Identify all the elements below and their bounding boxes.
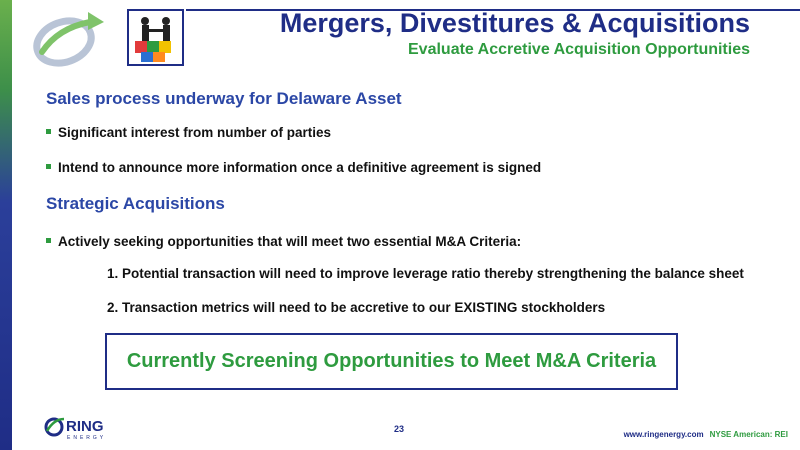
- bullet-text: Intend to announce more information once a definitive agreement is signed: [58, 160, 542, 175]
- bullet-text: Significant interest from number of parties: [58, 125, 332, 140]
- footer-info: [624, 430, 788, 439]
- footer-logo-sub: ENERGY: [67, 435, 107, 441]
- page-subtitle: Evaluate Accretive Acquisition Opportunities: [408, 41, 750, 58]
- section-heading-delaware: Sales process underway for Delaware Asset: [46, 89, 402, 108]
- section-heading-strategic: Strategic Acquisitions: [46, 194, 225, 213]
- ring-swoosh-logo-icon: [28, 8, 112, 70]
- website-link[interactable]: www.ringenergy.com: [623, 430, 704, 439]
- page-number: 23: [394, 424, 405, 434]
- ring-energy-footer-logo: [44, 415, 124, 441]
- stock-ticker: NYSE American: REI: [709, 430, 788, 439]
- callout-box: [105, 333, 678, 390]
- footer-logo-word: RING: [66, 418, 104, 435]
- handshake-puzzle-image: [127, 9, 184, 66]
- bullet-item: [46, 234, 521, 249]
- bullet-text: Actively seeking opportunities that will meet two essential M&A Criteria:: [58, 234, 522, 249]
- bullet-item: [46, 160, 541, 175]
- callout-text: Currently Screening Opportunities to Meet M&A Criteria: [126, 350, 657, 372]
- bullet-item: [46, 125, 331, 140]
- bullet-square-icon: [46, 238, 51, 243]
- criteria-item-1: 1. Potential transaction will need to improve leverage ratio thereby strengthening the balance sheet: [107, 266, 744, 281]
- page-title: Mergers, Divestitures & Acquisitions: [279, 8, 750, 38]
- criteria-item-2: 2. Transaction metrics will need to be accretive to our EXISTING stockholders: [107, 300, 606, 315]
- bullet-square-icon: [46, 164, 51, 169]
- left-accent-bar: [0, 0, 12, 450]
- bullet-square-icon: [46, 129, 51, 134]
